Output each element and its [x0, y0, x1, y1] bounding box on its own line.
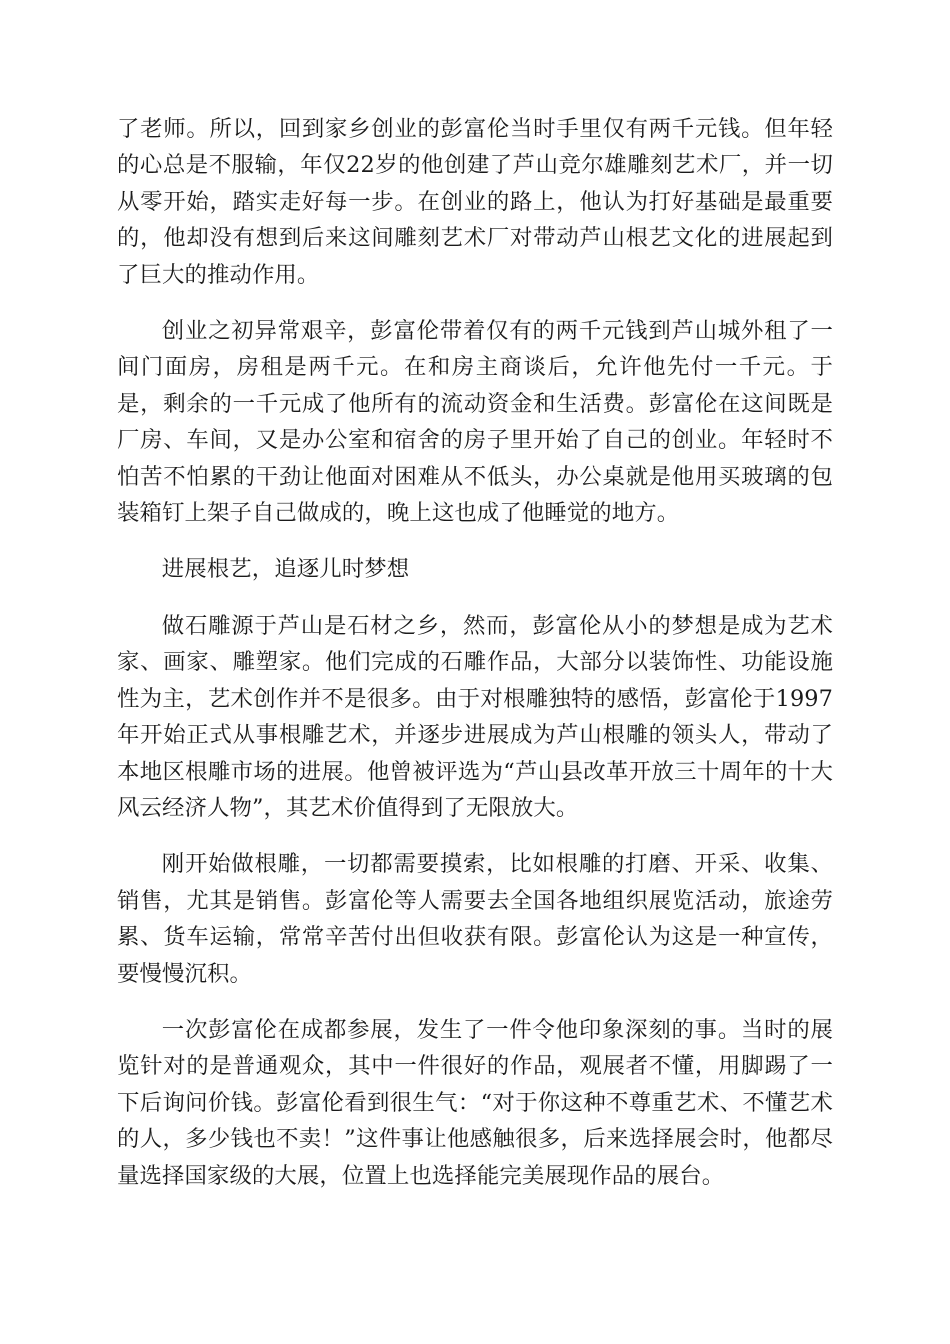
paragraph-4: 刚开始做根雕，一切都需要摸索，比如根雕的打磨、开采、收集、销售，尤其是销售。彭富伦等人需要去全国各地组织展览活动，旅途劳累、货车运输，常常辛苦付出但收获有限。彭富伦认为这是一种宣传，要慢慢沉积。	[117, 851, 833, 987]
article-body	[117, 111, 833, 1214]
paragraph-5: 一次彭富伦在成都参展，发生了一件令他印象深刻的事。当时的展览针对的是普通观众，其中一件很好的作品，观展者不懂，用脚踢了一下后询问价钱。彭富伦看到很生气：“对于你这种不尊重艺术、不懂艺术的人，多少钱也不卖！”这件事让他感触很多，后来选择展会时，他都尽量选择国家级的大展，位置上也选择能完美展现作品的展台。	[117, 1016, 833, 1189]
paragraph-3: 做石雕源于芦山是石材之乡，然而，彭富伦从小的梦想是成为艺术家、画家、雕塑家。他们完成的石雕作品，大部分以装饰性、功能设施性为主，艺术创作并不是很多。由于对根雕独特的感悟，彭富伦于1997年开始正式从事根雕艺术，并逐步进展成为芦山根雕的领头人，带动了本地区根雕市场的进展。他曾被评选为“芦山县改革开放三十周年的十大风云经济人物”，其艺术价值得到了无限放大。	[117, 612, 833, 821]
section-heading: 进展根艺，追逐儿时梦想	[161, 556, 410, 583]
paragraph-1: 了老师。所以，回到家乡创业的彭富伦当时手里仅有两千元钱。但年轻的心总是不服输，年仅22岁的他创建了芦山竞尔雄雕刻艺术厂，并一切从零开始，踏实走好每一步。在创业的路上，他认为打好基础是最重要的，他却没有想到后来这间雕刻艺术厂对带动芦山根艺文化的进展起到了巨大的推动作用。	[117, 116, 833, 288]
paragraph-2: 创业之初异常艰辛，彭富伦带着仅有的两千元钱到芦山城外租了一间门面房，房租是两千元。在和房主商谈后，允许他先付一千元。于是，剩余的一千元成了他所有的流动资金和生活费。彭富伦在这间既是厂房、车间，又是办公室和宿舍的房子里开始了自己的创业。年轻时不怕苦不怕累的干劲让他面对困难从不低头，办公桌就是他用买玻璃的包装箱钉上架子自己做成的，晚上这也成了他睡觉的地方。	[117, 318, 833, 527]
